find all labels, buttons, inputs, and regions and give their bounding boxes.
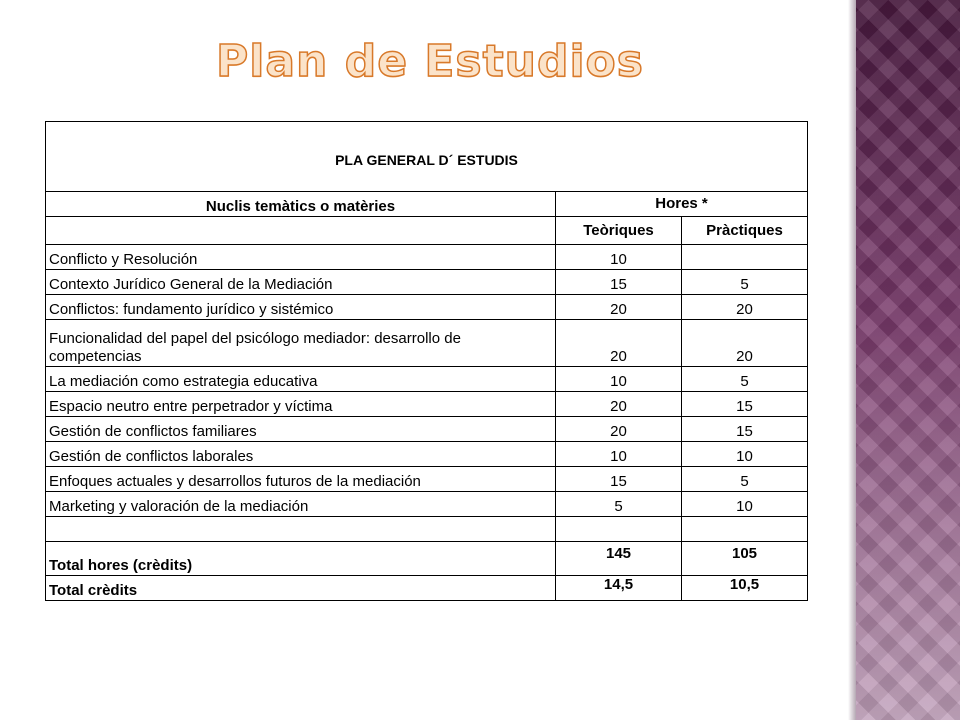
subject-cell: Gestión de conflictos familiares — [46, 417, 556, 442]
total-credits-theory: 14,5 — [556, 576, 682, 601]
table-row — [46, 392, 808, 417]
practice-cell: 5 — [682, 367, 808, 392]
theory-cell: 20 — [556, 392, 682, 417]
theory-cell: 20 — [556, 320, 682, 367]
total-hours-label: Total hores (crèdits) — [46, 542, 556, 576]
table-row — [46, 467, 808, 492]
table-caption: PLA GENERAL D´ ESTUDIS — [46, 122, 808, 192]
theory-cell: 10 — [556, 367, 682, 392]
table-row — [46, 417, 808, 442]
empty-cell — [46, 517, 556, 542]
subject-cell: Conflicto y Resolución — [46, 245, 556, 270]
practice-cell: 5 — [682, 270, 808, 295]
total-hours-theory: 145 — [556, 542, 682, 576]
practice-cell: 20 — [682, 320, 808, 367]
subject-cell: Contexto Jurídico General de la Mediación — [46, 270, 556, 295]
page-title: Plan de Estudios — [216, 36, 644, 87]
study-plan-table — [45, 121, 808, 601]
empty-row — [46, 517, 808, 542]
theory-cell: 10 — [556, 245, 682, 270]
table-row — [46, 492, 808, 517]
practice-header: Pràctiques — [682, 217, 808, 245]
practice-cell: 10 — [682, 442, 808, 467]
theory-cell: 5 — [556, 492, 682, 517]
table-row — [46, 320, 808, 367]
total-credits-row — [46, 576, 808, 601]
total-credits-practice: 10,5 — [682, 576, 808, 601]
subject-header: Nuclis temàtics o matèries — [46, 192, 556, 217]
total-hours-row — [46, 542, 808, 576]
theory-header: Teòriques — [556, 217, 682, 245]
table-row — [46, 295, 808, 320]
table-row — [46, 367, 808, 392]
subject-cell: Funcionalidad del papel del psicólogo mediador: desarrollo de competencias — [46, 320, 556, 367]
subject-cell: Enfoques actuales y desarrollos futuros de la mediación — [46, 467, 556, 492]
table-caption-row — [46, 122, 808, 192]
hours-header: Hores * — [556, 192, 808, 217]
table-row — [46, 245, 808, 270]
total-credits-label: Total crèdits — [46, 576, 556, 601]
theory-cell: 20 — [556, 417, 682, 442]
practice-cell: 15 — [682, 392, 808, 417]
practice-cell: 5 — [682, 467, 808, 492]
subheader-row — [46, 217, 808, 245]
empty-cell — [556, 517, 682, 542]
practice-cell: 20 — [682, 295, 808, 320]
subject-cell: La mediación como estrategia educativa — [46, 367, 556, 392]
theory-cell: 15 — [556, 270, 682, 295]
empty-cell — [682, 517, 808, 542]
subject-cell: Conflictos: fundamento jurídico y sistémico — [46, 295, 556, 320]
empty-cell — [46, 217, 556, 245]
theory-cell: 15 — [556, 467, 682, 492]
decorative-side-band — [856, 0, 960, 720]
subject-cell: Gestión de conflictos laborales — [46, 442, 556, 467]
practice-cell: 15 — [682, 417, 808, 442]
practice-cell: 10 — [682, 492, 808, 517]
practice-cell — [682, 245, 808, 270]
table-row — [46, 270, 808, 295]
header-row — [46, 192, 808, 217]
total-hours-practice: 105 — [682, 542, 808, 576]
table-row — [46, 442, 808, 467]
subject-cell: Marketing y valoración de la mediación — [46, 492, 556, 517]
theory-cell: 20 — [556, 295, 682, 320]
subject-cell: Espacio neutro entre perpetrador y víctima — [46, 392, 556, 417]
side-band-shadow — [848, 0, 856, 720]
theory-cell: 10 — [556, 442, 682, 467]
